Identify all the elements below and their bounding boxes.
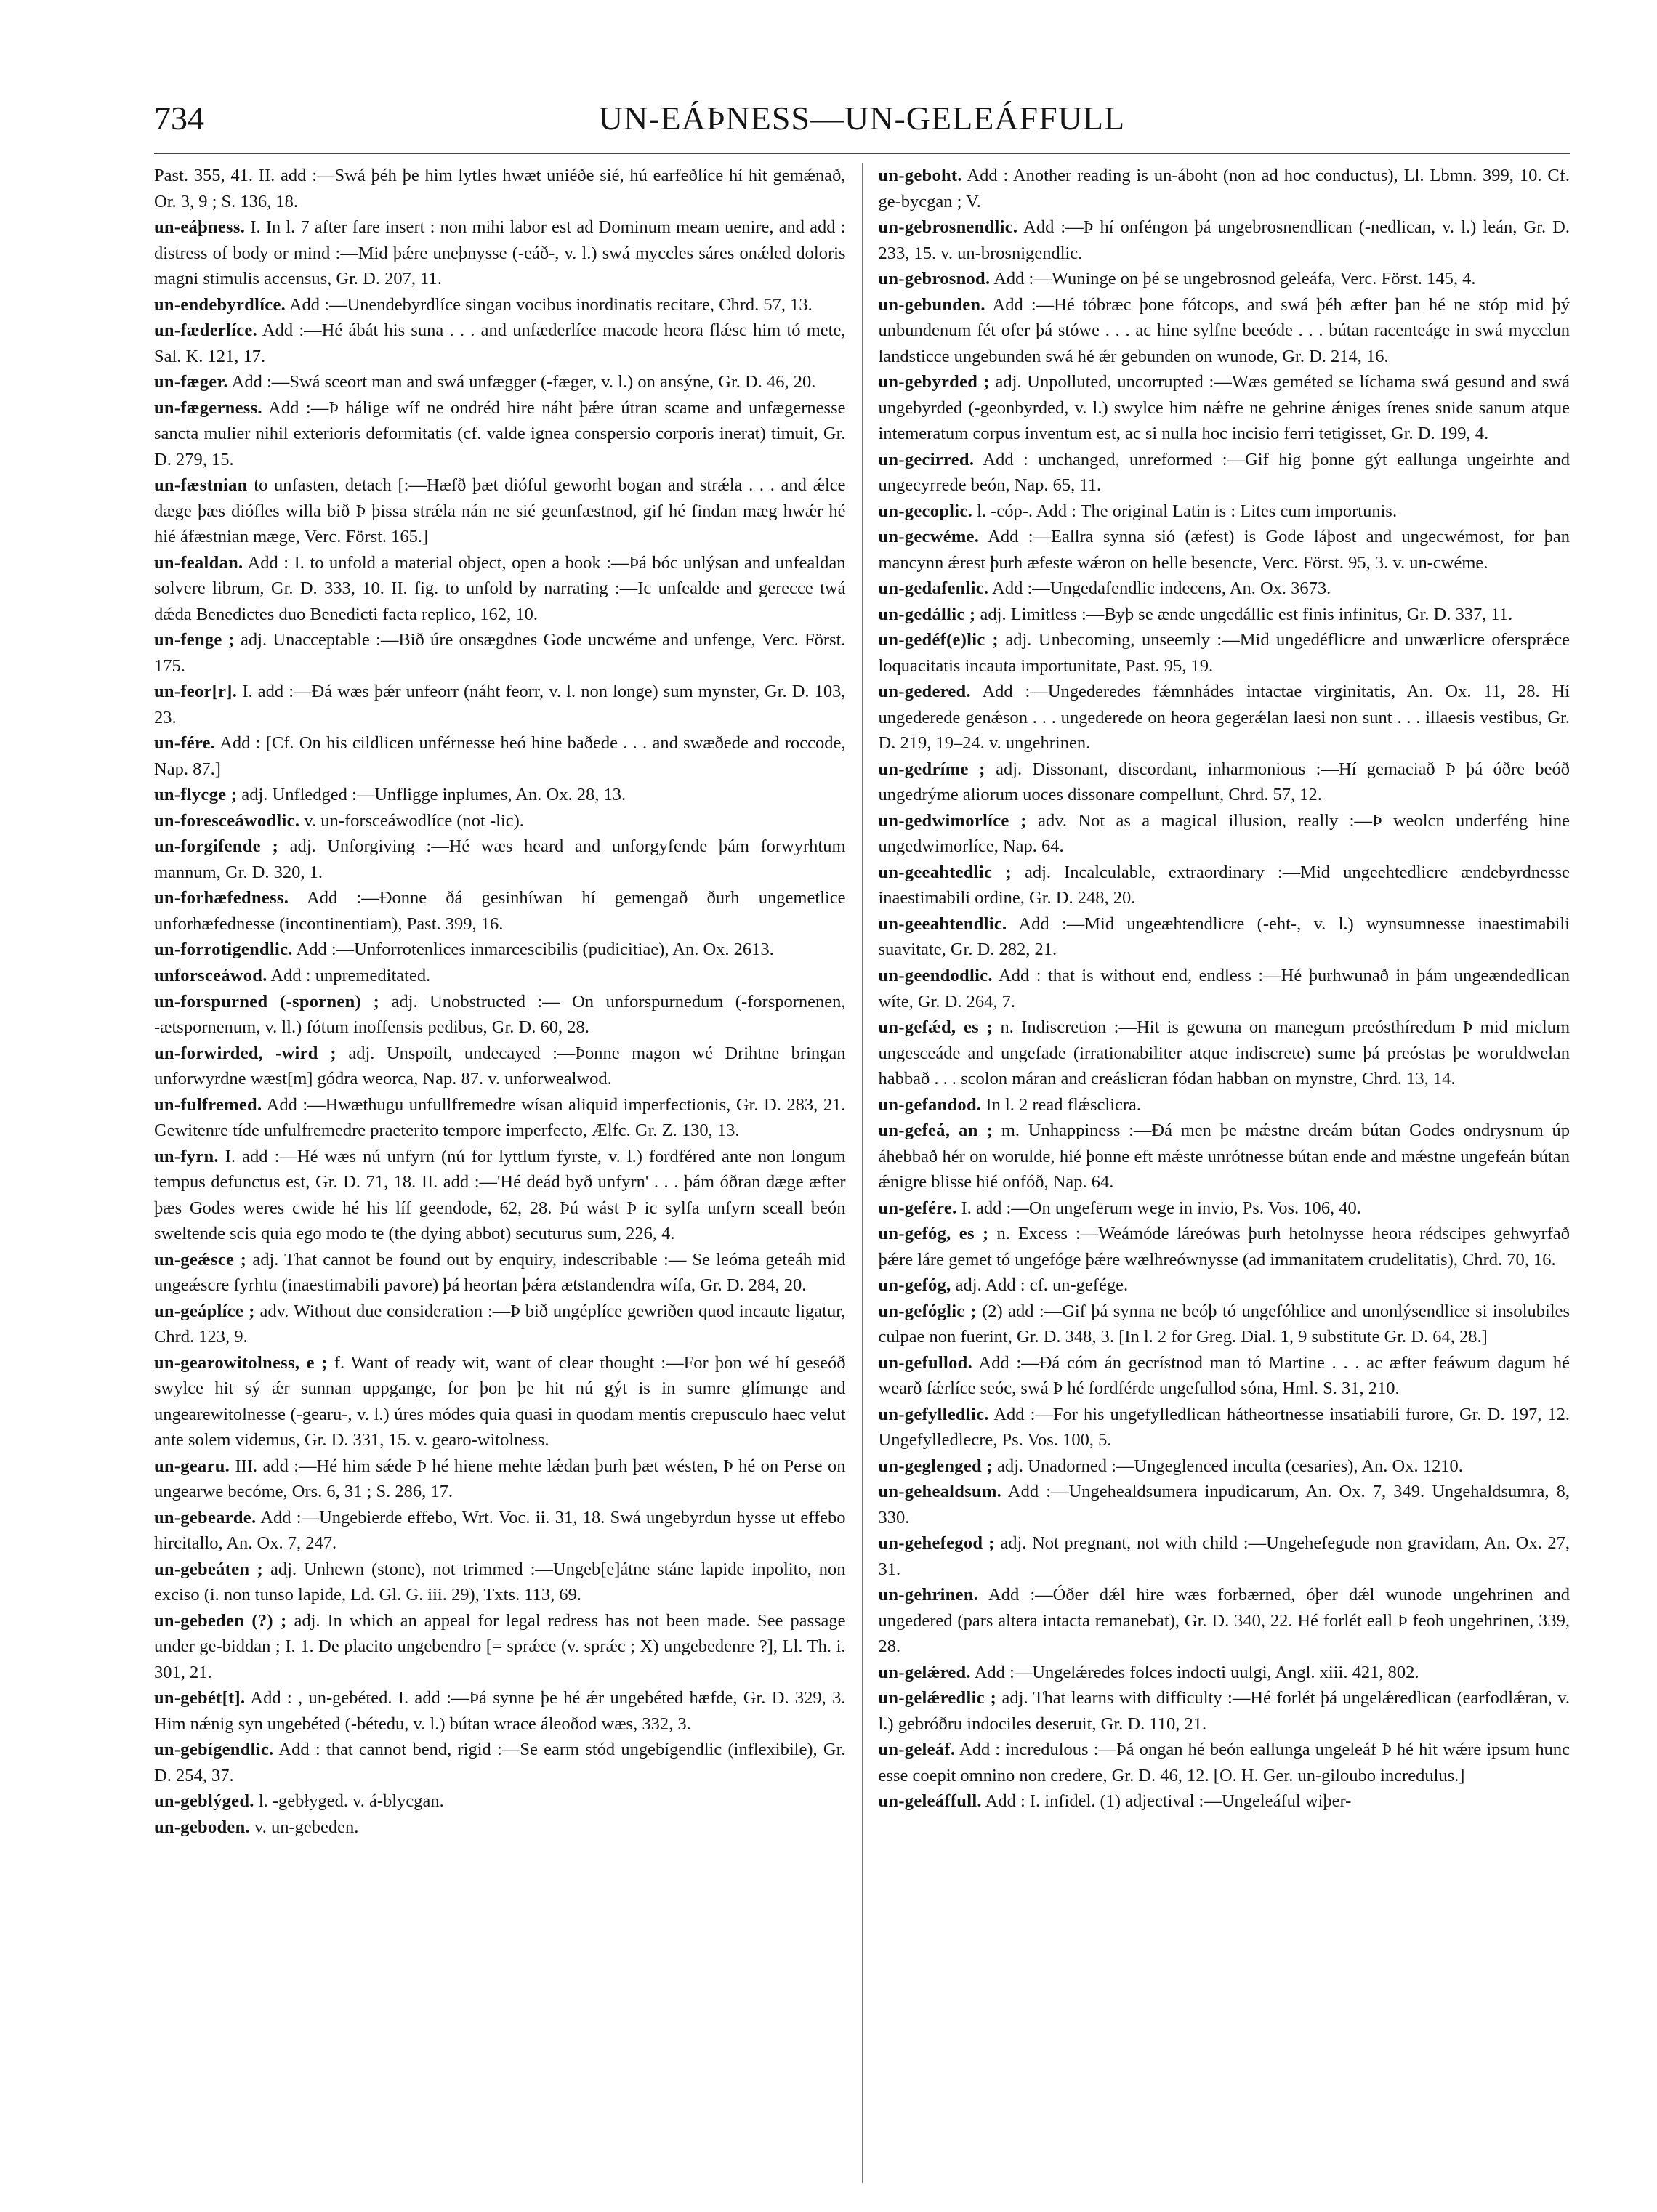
entry-text: Add : incredulous :—Þá ongan hé beón eallunga ungeleáf Þ hé hit wǽre ipsum hunc esse coepit omnino non credere, Gr. D. 46, 12. [O. H. Ger. un-giloubo incredulus.] [878, 1740, 1570, 1785]
dictionary-entry [879, 447, 1571, 498]
entry-text: Add : unpremeditated. [270, 965, 431, 985]
entry-text: Add :—Wuninge on þé se ungebrosnod geleáfa, Verc. Först. 145, 4. [993, 269, 1476, 289]
dictionary-entry [879, 266, 1571, 292]
entry-text: Add :—Ðá cóm án gecrístnod man tó Martine . . . ac æfter feáwum dagum hé wearð fǽrlíce seóc, swá Þ hé fordférde ungefullod sóna, Hml. S. 31, 210. [878, 1352, 1570, 1399]
entry-text: (2) add :—Gif þá synna ne beóþ tó ungefóhlice and unonlýsendlice si insolubiles culpae non fuerint, Gr. D. 348, 3. [In l. 2 for Greg. Dial. 1, 9 substitute Gr. D. 64, 28.] [878, 1301, 1570, 1347]
entry-text: Add :—Ungedafendlic indecens, An. Ox. 3673. [992, 578, 1331, 599]
entry-text: adj. Unforgiving :—Hé wæs heard and unforgyfende þám forwyrhtum mannum, Gr. D. 320, 1. [154, 836, 846, 882]
dictionary-entry [879, 1299, 1571, 1350]
dictionary-entry [879, 808, 1571, 860]
entry-headword: un-gebyrded ; [878, 372, 990, 392]
entry-headword: un-gefandod. [878, 1094, 982, 1115]
dictionary-entry [154, 627, 846, 679]
entry-text: Add :—Ðonne ðá gesinhíwan hí gemengað ðurh ungemetlice unforhæfednesse (incontinentiam), Past. 399, 16. [154, 888, 846, 934]
entry-headword: un-endebyrdlíce. [154, 294, 286, 315]
entry-text: adj. Unspoilt, undecayed :—Þonne magon wé Drihtne bringan unforwyrdne wæst[m] gódra weorca, Nap. 87. v. unforwealwod. [154, 1043, 846, 1089]
entry-headword: un-forwirded, -wird ; [154, 1043, 336, 1063]
entry-headword: un-gefǽd, es ; [878, 1017, 993, 1038]
entry-text: Add :—Ungehealdsumera inpudicarum, An. Ox. 7, 349. Ungehaldsumra, 8, 330. [878, 1482, 1570, 1527]
dictionary-entry [879, 369, 1571, 447]
right-column [863, 163, 1571, 2183]
entry-text: adj. That cannot be found out by enquiry, indescribable :— Se leóma geteáh mid ungeǽscre fyrhtu (inaestimabili pavore) þá heortan þǽra ætstandendra wífa, Gr. D. 284, 20. [154, 1249, 846, 1296]
entry-headword: un-gedríme ; [878, 759, 985, 779]
dictionary-entry [154, 989, 846, 1041]
entry-text: Add : , un-gebéted. I. add :—Þá synne þe hé ǽr ungebéted hæfde, Gr. D. 329, 3. Him nǽnig syn ungebéted (-bétedu, v. l.) bútan wrace áleoðod wæs, 332, 3. [154, 1688, 846, 1734]
entry-text: adj. Limitless :—Byþ se ænde ungedállic est finis infinitus, Gr. D. 337, 11. [980, 604, 1513, 624]
entry-headword: un-fæstnian [154, 475, 248, 496]
entry-text: Past. 355, 41. II. add :—Swá þéh þe him lytles hwæt uniéðe sié, hú earfeðlíce hí hit gemǽnað, Or. 3, 9 ; S. 136, 18. [154, 166, 846, 211]
dictionary-entry [154, 163, 846, 214]
entry-headword: un-fæger. [154, 372, 228, 392]
dictionary-entry [879, 1685, 1571, 1737]
entry-headword: un-gebrosnod. [878, 269, 991, 289]
entry-text: adj. Unfledged :—Unfligge inplumes, An. Ox. 28, 13. [241, 785, 626, 805]
entry-text: f. Want of ready wit, want of clear thought :—For þon wé hí geseóð swylce hit sý ǽr sunnan uppgange, for þon þe hit nú gýt is in sumre glímunge and ungearewitolnesse (-gearu-, v. l.) úres módes quia quasi in quodam mentis crepusculo haec velut ante solem videmus, Gr. D. 331, 15. v. gearo-witolness. [154, 1352, 846, 1450]
dictionary-entry [154, 885, 846, 937]
dictionary-entry [154, 937, 846, 963]
dictionary-entry [879, 576, 1571, 602]
entry-headword: un-gefóglic ; [878, 1301, 977, 1321]
entry-headword: un-gecirred. [878, 449, 975, 469]
dictionary-entry [879, 756, 1571, 808]
dictionary-entry [879, 963, 1571, 1014]
dictionary-entry [879, 1453, 1571, 1480]
entry-text: adj. Not pregnant, not with child :—Ungehefegude non gravidam, An. Ox. 27, 31. [878, 1533, 1570, 1579]
entry-text: adj. Unobstructed :— On unforspurnedum (-forspornenen, -ætspornenum, v. ll.) fótum inoffensis pedibus, Gr. D. 60, 28. [154, 991, 846, 1038]
dictionary-entry [154, 1788, 846, 1815]
entry-headword: un-gefóg, [878, 1275, 951, 1296]
dictionary-entry [879, 1195, 1571, 1222]
dictionary-entry [154, 1608, 846, 1686]
entry-headword: un-fére. [154, 733, 216, 754]
entry-text: l. -cóp-. Add : The original Latin is : Lites cum importunis. [977, 501, 1398, 521]
entry-headword: un-forspurned (-spornen) ; [154, 991, 380, 1012]
entry-headword: un-gearowitolness, e ; [154, 1352, 328, 1373]
entry-headword: un-forhæfedness. [154, 888, 289, 908]
entry-text: adj. Add : cf. un-gefége. [955, 1275, 1129, 1296]
entry-headword: un-geáplíce ; [154, 1301, 255, 1321]
dictionary-entry [879, 214, 1571, 266]
entry-headword: un-gelǽred. [878, 1662, 971, 1682]
dictionary-entry [879, 1272, 1571, 1299]
dictionary-entry [879, 679, 1571, 756]
entry-headword: un-gefullod. [878, 1352, 973, 1373]
dictionary-entry [154, 963, 846, 989]
dictionary-entry [879, 1660, 1571, 1686]
entry-text: adj. Unacceptable :—Bið úre onsægdnes Gode uncwéme and unfenge, Verc. Först. 175. [154, 630, 846, 676]
running-head: UN-EÁÞNESS—UN-GELEÁFFULL [598, 100, 1126, 137]
dictionary-entry [879, 1092, 1571, 1118]
entry-headword: un-gebeáten ; [154, 1559, 264, 1579]
entry-text: Add : I. to unfold a material object, open a book :—Þá bóc unlýsan and unfealdan solvere librum, Gr. D. 333, 10. II. fig. to unfold by narrating :—Ic unfealde and gerecce twá dǽda Benedictes duo Benedicti facta replico, 162, 10. [154, 552, 846, 624]
entry-headword: un-gedéf(e)lic ; [878, 630, 999, 650]
entry-headword: un-gebígendlic. [154, 1740, 274, 1760]
entry-text: v. un-forsceáwodlíce (not -lic). [304, 810, 524, 831]
entry-headword: un-eáþness. [154, 217, 246, 238]
entry-headword: un-gehefegod ; [878, 1533, 995, 1554]
entry-text: m. Unhappiness :—Ðá men þe mǽstne dreám bútan Godes ondrysnum úp áhebbað hér on woruldе, hié þonne eft mǽste unrótnesse bútan ende and mǽstne ungefeán bútan ǽnigre blisse hié onfóð, Nap. 64. [878, 1121, 1570, 1192]
entry-headword: un-geǽsce ; [154, 1249, 247, 1270]
entry-text: Add :—Óðer dǽl hire wæs forbærned, óþer dǽl wunode ungehrinen and ungedered (pars altera intacta remanebat), Gr. D. 340, 22. Hé forlét eall Þ feoh ungehrinen, 339, 28. [878, 1585, 1570, 1657]
dictionary-entry [154, 1350, 846, 1453]
dictionary-entry [879, 1014, 1571, 1092]
dictionary-entry [879, 524, 1571, 576]
dictionary-entry [154, 730, 846, 782]
entry-headword: un-gebearde. [154, 1507, 257, 1527]
dictionary-entry [154, 395, 846, 473]
entry-headword: un-gedállic ; [878, 604, 976, 624]
entry-headword: un-geendodlic. [878, 965, 993, 985]
dictionary-entry [154, 1557, 846, 1608]
entry-text: adj. Unhewn (stone), not trimmed :—Ungeb[e]átne stáne lapide inpolito, non exciso (i. non tunso lapide, Ld. Gl. G. iii. 29), Txts. 113, 69. [154, 1559, 846, 1605]
dictionary-entry [879, 1582, 1571, 1660]
dictionary-entry [879, 1788, 1571, 1815]
entry-text: III. add :—Hé him sǽde Þ hé hiene mehte lǽdan þurh þæt wésten, Þ hé on Perse on ungearwe becóme, Ors. 6, 31 ; S. 286, 17. [154, 1456, 846, 1502]
dictionary-entry [154, 1299, 846, 1350]
dictionary-entry [154, 782, 846, 808]
columns [154, 163, 1570, 2183]
dictionary-entry [879, 1737, 1571, 1788]
dictionary-entry [879, 1479, 1571, 1530]
entry-text: Add : [Cf. On his cildlicen unférnesse heó hine baðede . . . and swæðede and roccode, Nap. 87.] [154, 733, 846, 779]
entry-text: adv. Not as a magical illusion, really :—Þ weolcn underféng hine ungedwimorlíce, Nap. 64. [878, 810, 1570, 857]
entry-headword: un-gefeá, an ; [878, 1121, 993, 1141]
entry-headword: un-feor[r]. [154, 682, 238, 702]
entry-headword: un-geleáffull. [878, 1791, 982, 1812]
entry-headword: un-gehealdsum. [878, 1482, 1002, 1502]
entry-text: Add :—Ungelǽredes folces indocti uulgi, Angl. xiii. 421, 802. [974, 1662, 1419, 1682]
entry-text: adj. Unadorned :—Ungeglenced inculta (cesaries), An. Ox. 1210. [996, 1456, 1463, 1476]
entry-headword: un-gecwéme. [878, 527, 980, 547]
entry-text: adj. In which an appeal for legal redress has not been made. See passage under ge-biddan ; I. 1. De placito ungebendro [= sprǽce (v. sprǽc ; X) ungebedenre ?], Ll. Th. i. 301, 21. [154, 1610, 846, 1682]
entry-headword: un-fæderlíce. [154, 320, 258, 341]
entry-text: Add :—Mid ungeæhtendlicre (-eht-, v. l.) wynsumnesse inaestimabili suavitate, Gr. D. 282, 21. [878, 913, 1570, 960]
entry-headword: un-gefére. [878, 1198, 957, 1218]
entry-text: Add :—Hé ábát his suna . . . and unfæderlíce macode heora flǽsc him tó mete, Sal. K. 121, 17. [154, 320, 846, 366]
entry-headword: un-gearu. [154, 1456, 230, 1476]
entry-text: adv. Without due consideration :—Þ bið ungéplíce gewriðen quod incaute ligatur, Chrd. 123, 9. [154, 1301, 846, 1347]
entry-text: Add :—Þ hálige wíf ne ondréd hire náht þǽre útran scame and unfægernesse sancta mulier nihil exterioris deformitatis (cf. valde ignea conspersio corporis inerat) timuit, Gr. D. 279, 15. [154, 397, 846, 469]
entry-headword: un-geboht. [878, 166, 962, 185]
page-header [154, 86, 1570, 154]
entry-text: I. In l. 7 after fare insert : non mihi labor est ad Dominum meam uenire, and add : distress of body or mind :—Mid þǽre uneþnysse (-eáð-, v. l.) swá myccles sáres onǽled doloris magni stimulis accensus, Gr. D. 207, 11. [154, 217, 846, 289]
entry-text: Add :—Unendebyrdlíce singan vocibus inordinatis recitare, Chrd. 57, 13. [289, 294, 813, 315]
dictionary-entry [154, 1247, 846, 1299]
entry-text: Add :—For his ungefylledlican hátheortnesse insatiabili furore, Gr. D. 197, 12. Ungefylledlecre, Ps. Vos. 100, 5. [878, 1404, 1570, 1450]
entry-text: n. Excess :—Weámóde láreówas þurh hetolnysse heora rédscipes gehwyrfað þǽre láre gemet tó ungefóge þǽre wælhreównysse (ad immanitatem crudelitatis), Chrd. 70, 16. [878, 1224, 1570, 1270]
entry-text: Add :—Þ hí onféngon þá ungebrosnendlican (-nedlican, v. l.) leán, Gr. D. 233, 15. v. un-brosnigendlic. [878, 217, 1570, 263]
entry-text: Add :—Swá sceort man and swá unfægger (-fæger, v. l.) on ansýne, Gr. D. 46, 20. [231, 372, 816, 392]
entry-text: adj. Incalculable, extraordinary :—Mid ungeehtedlicre ændebyrdnesse inaestimabili ordine, Gr. D. 248, 20. [878, 862, 1570, 908]
dictionary-entry [154, 808, 846, 834]
entry-text: Add :—Hé tóbræc þone fótcops, and swá þéh æfter þan hé ne stóp mid þý unbundenum fét ofer þá stówe . . . ac hine sylfne beeóde . . . bútan racenteáge in swá mycclun landsticce ungebunden swá hé ǽr gebunden on wunode, Gr. D. 214, 16. [878, 294, 1570, 366]
dictionary-entry [154, 1453, 846, 1505]
page-number: 734 [154, 100, 204, 137]
dictionary-entry [154, 833, 846, 885]
dictionary-entry [154, 214, 846, 292]
entry-text: Add : Another reading is un-áboht (non ad hoc conductus), Ll. Lbmn. 399, 10. Cf. ge-bycgan ; V. [878, 166, 1570, 211]
entry-text: v. un-gebeden. [254, 1817, 359, 1837]
entry-text: I. add :—Ðá wæs þǽr unfeorr (náht feorr, v. l. non longe) sum mynster, Gr. D. 103, 23. [154, 682, 846, 727]
entry-text: I. add :—Hé wæs nú unfyrn (nú for lyttlum fyrste, v. l.) fordféred ante non longum tempus defunctus est, Gr. D. 71, 18. II. add :—'Hé deád byð unfyrn' . . . þám óðran dæge æfter þæs Godes weres cwide hé his líf geendode, 62, 28. Þú wást Þ ic sylfa unfyrn sceall beón sweltende scis quia ego modo te (the dying abbot) secuturus sum, 226, 4. [154, 1146, 846, 1244]
entry-headword: un-fægerness. [154, 397, 262, 418]
dictionary-entry [879, 860, 1571, 911]
dictionary-entry [154, 679, 846, 730]
entry-headword: un-gecoplic. [878, 501, 972, 521]
dictionary-entry [154, 318, 846, 369]
entry-text: Add : that cannot bend, rigid :—Se earm stód ungebígendlic (inflexibile), Gr. D. 254, 37. [154, 1740, 846, 1785]
dictionary-entry [154, 369, 846, 395]
entry-text: l. -gebłyged. v. á-blycgan. [258, 1791, 444, 1812]
entry-headword: un-gebeden (?) ; [154, 1610, 287, 1631]
dictionary-entry [879, 1350, 1571, 1402]
entry-headword: un-gebunden. [878, 294, 985, 315]
entry-text: n. Indiscretion :—Hit is gewuna on manegum preósthíredum Þ mid miclum ungesceáde and ungefade (irrationabiliter atque indiscrete) sume þá preóstas þe woruldwelan habbað . . . scolon máran and creáslicran fódan habban on mynstre, Chrd. 13, 14. [878, 1017, 1570, 1089]
entry-text: Add :—Ungederedes fǽmnhádes intactae virginitatis, An. Ox. 11, 28. Hí ungederede genǽson . . . ungederede on heora gegerǽlan laesi non sunt . . . illaesis vestibus, Gr. D. 219, 19–24. v. ungehrinen. [878, 682, 1570, 754]
dictionary-entry [154, 1685, 846, 1737]
entry-headword: un-foresceáwodlic. [154, 810, 300, 831]
dictionary-entry [154, 1041, 846, 1092]
entry-headword: un-fyrn. [154, 1146, 219, 1166]
dictionary-entry [154, 1144, 846, 1247]
dictionary-entry [879, 1118, 1571, 1195]
entry-headword: un-geeahtedlic ; [878, 862, 1012, 882]
entry-text: Add : I. infidel. (1) adjectival :—Ungeleáful wiþer- [985, 1791, 1352, 1812]
entry-text: Add :—Eallra synna sió (æfest) is Gode láþost and ungecwémost, for þan mancynn ǽrest þurh æfeste wǽron on helle besencte, Verc. Först. 95, 3. v. un-cwéme. [878, 527, 1570, 573]
dictionary-entry [879, 1221, 1571, 1272]
entry-text: to unfasten, detach [:—Hæfð þæt dióful geworht bogan and strǽla . . . and ǽlce dæge þæs diófles willa bið Þ þissa strǽla nán ne sié geunfæstnod, gif hé findan mæg hwǽr hé hié áfæstnian mæge, Verc. Först. 165.] [154, 475, 846, 547]
entry-headword: un-gefóg, es ; [878, 1224, 989, 1244]
entry-headword: un-fealdan. [154, 552, 243, 573]
entry-headword: un-fenge ; [154, 630, 235, 650]
entry-headword: un-gehrinen. [878, 1585, 979, 1605]
dictionary-entry [879, 498, 1571, 525]
entry-text: Add : unchanged, unreformed :—Gif hig þonne gýt eallunga ungeirhte and ungecyrrede beón, Nap. 65, 11. [878, 449, 1570, 496]
entry-text: Add :—Hwæthugu unfullfremedre wísan aliquid imperfectionis, Gr. D. 283, 21. Gewitenre tíde unfulfremedre praeterito tempore imperfecto, Ælfc. Gr. Z. 130, 13. [154, 1094, 846, 1141]
dictionary-entry [154, 292, 846, 318]
dictionary-entry [154, 1737, 846, 1788]
dictionary-entry [879, 1402, 1571, 1453]
entry-headword: un-gefylledlic. [878, 1404, 989, 1424]
dictionary-entry [879, 911, 1571, 963]
entry-text: In l. 2 read flǽsclicra. [985, 1094, 1142, 1115]
entry-headword: un-geglenged ; [878, 1456, 993, 1476]
dictionary-entry [879, 163, 1571, 214]
entry-text: Add :—Unforrotenlices inmarcescibilis (pudicitiae), An. Ox. 2613. [296, 940, 774, 960]
entry-headword: un-forgifende ; [154, 836, 279, 857]
entry-headword: un-gebrosnendlic. [878, 217, 1018, 238]
entry-headword: un-fulfremed. [154, 1094, 262, 1115]
entry-headword: un-gedwimorlíce ; [878, 810, 1027, 831]
dictionary-entry [154, 1092, 846, 1144]
entry-headword: un-geboden. [154, 1817, 250, 1837]
dictionary-entry [154, 472, 846, 550]
entry-headword: un-gedafenlic. [878, 578, 989, 599]
entry-text: adj. Unpolluted, uncorrupted :—Wæs geméted se líchama swá gesund and swá ungebyrded (-geonbyrded, v. l.) swylce him nǽfre ne gehrine ǽniges írenes snide sanum atque intemeratum corpus inventum est, ac si nulla hoc incisio ferri tetigisset, Gr. D. 199, 4. [878, 372, 1570, 444]
entry-headword: un-forrotigendlic. [154, 940, 293, 960]
entry-headword: un-flycge ; [154, 785, 238, 805]
entry-headword: un-gebét[t]. [154, 1688, 246, 1708]
left-column [154, 163, 862, 2183]
entry-headword: un-gelǽredlic ; [878, 1688, 997, 1708]
dictionary-entry [879, 602, 1571, 628]
entry-text: Add : that is without end, endless :—Hé þurhwunað in þám ungeændedlican wíte, Gr. D. 264, 7. [878, 965, 1570, 1012]
dictionary-entry [879, 292, 1571, 370]
entry-text: adj. That learns with difficulty :—Hé forlét þá ungelǽredlican (earfodlǽran, v. l.) gebróðru indociles deseruit, Gr. D. 110, 21. [878, 1688, 1570, 1734]
dictionary-entry [154, 550, 846, 628]
dictionary-entry [879, 1530, 1571, 1582]
entry-text: Add :—Ungebierde effebo, Wrt. Voc. ii. 31, 18. Swá ungebyrdun hysse ut effebo hircitallo, An. Ox. 7, 247. [154, 1507, 846, 1554]
entry-headword: un-gedered. [878, 682, 971, 702]
dictionary-entry [154, 1815, 846, 1841]
dictionary-entry [154, 1505, 846, 1557]
entry-headword: unforsceáwod. [154, 965, 267, 985]
dictionary-entry [879, 627, 1571, 679]
entry-headword: un-geeahtendlic. [878, 913, 1007, 934]
entry-headword: un-geblýged. [154, 1791, 254, 1812]
entry-text: I. add :—On ungefērum wege in invio, Ps. Vos. 106, 40. [961, 1198, 1361, 1218]
entry-text: adj. Dissonant, discordant, inharmonious :—Hí gemaciað Þ þá óðre beóð ungedrýme aliorum uoces dissonare compellunt, Chrd. 57, 12. [878, 759, 1570, 805]
entry-text: adj. Unbecoming, unseemly :—Mid ungedéflicre and unwærlicre ofersprǽce loquacitatis incauta importunitate, Past. 95, 19. [878, 630, 1570, 676]
entry-headword: un-geleáf. [878, 1740, 956, 1760]
